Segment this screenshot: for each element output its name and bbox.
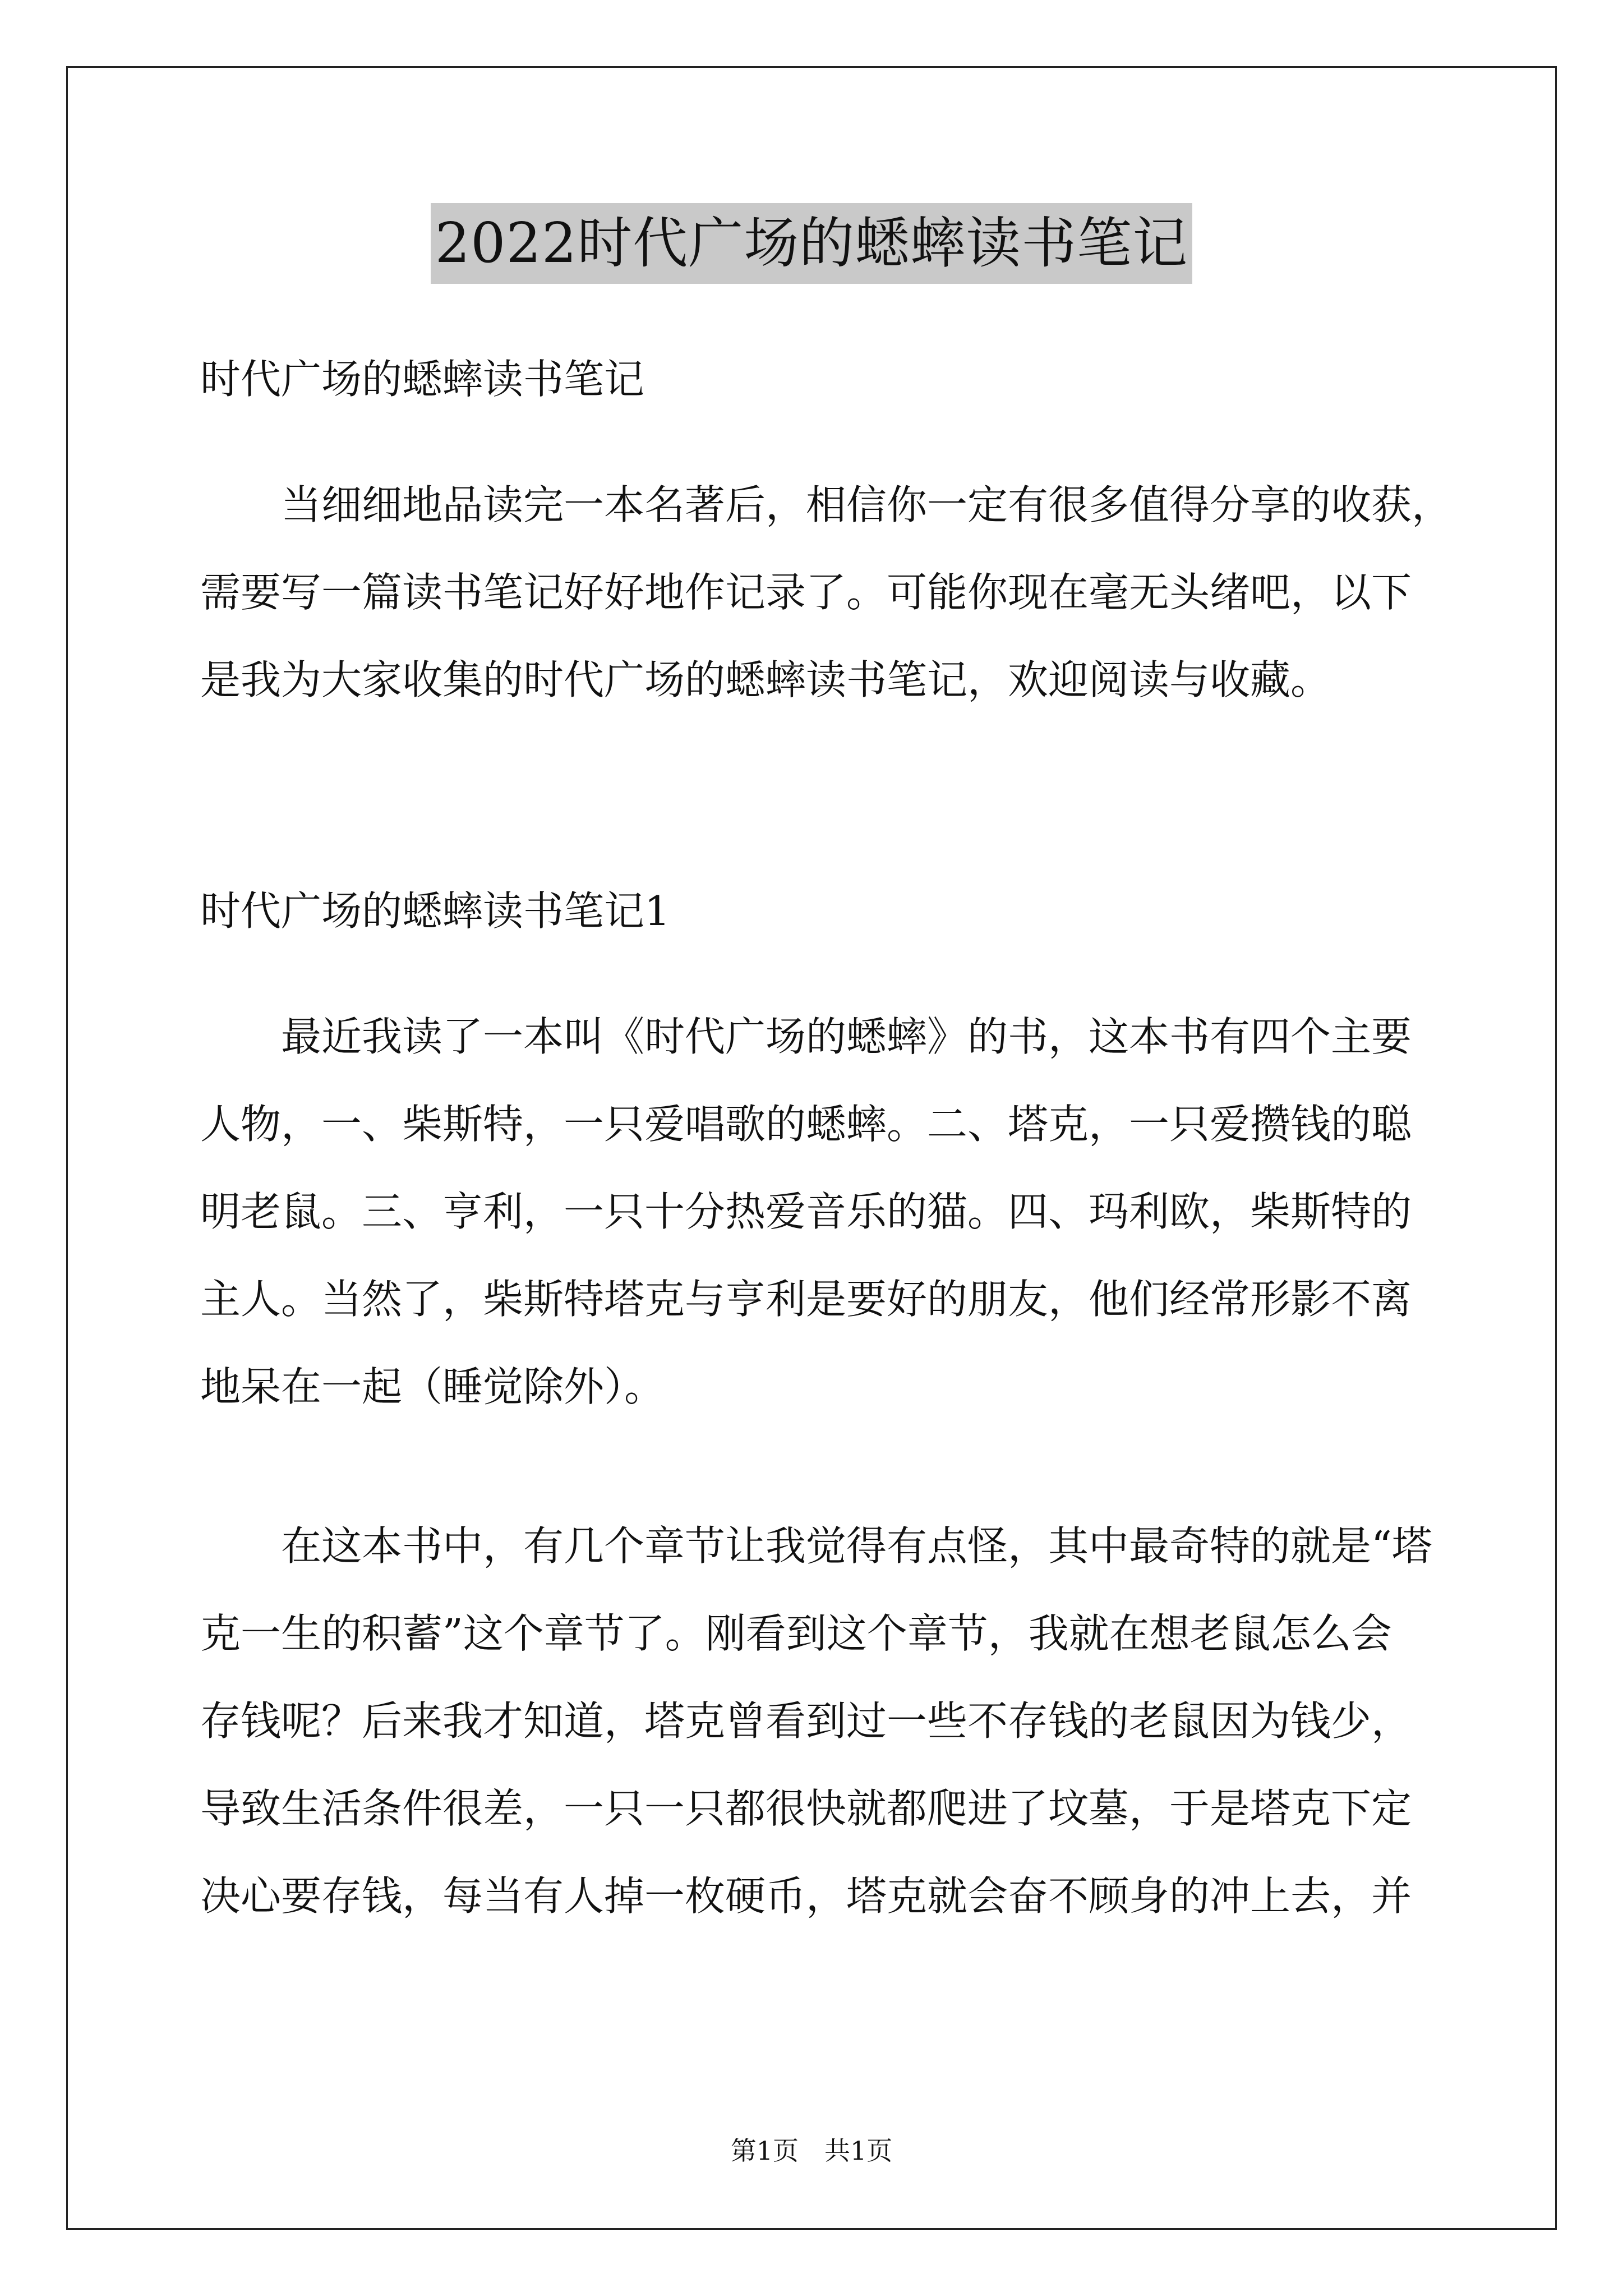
paragraph-line: 地呆在一起（睡觉除外）。 <box>200 1363 665 1410</box>
paragraph-line: 在这本书中，有几个章节让我觉得有点怪，其中最奇特的就是“塔 <box>200 1522 1432 1570</box>
paragraph-line: 最近我读了一本叫《时代广场的蟋蟀》的书，这本书有四个主要 <box>200 1013 1412 1060</box>
paragraph-line: 人物，一、柴斯特，一只爱唱歌的蟋蟀。二、塔克，一只爱攒钱的聪 <box>200 1101 1412 1148</box>
paragraph-line: 是我为大家收集的时代广场的蟋蟀读书笔记，欢迎阅读与收藏。 <box>200 656 1331 703</box>
paragraph-line: 导致生活条件很差，一只一只都很快就都爬进了坟墓，于是塔克下定 <box>200 1785 1412 1832</box>
paragraph-line: 明老鼠。三、亨利，一只十分热爱音乐的猫。四、玛利欧，柴斯特的 <box>200 1188 1412 1235</box>
paragraph-line: 需要写一篇读书笔记好好地作记录了。可能你现在毫无头绪吧，以下 <box>200 569 1412 616</box>
paragraph-line: 当细细地品读完一本名著后，相信你一定有很多值得分享的收获， <box>200 481 1453 528</box>
paragraph-line: 克一生的积蓄”这个章节了。刚看到这个章节，我就在想老鼠怎么会 <box>200 1610 1392 1657</box>
paragraph-line: 决心要存钱，每当有人掉一枚硬币，塔克就会奋不顾身的冲上去，并 <box>200 1872 1412 1920</box>
document-title: 2022时代广场的蟋蟀读书笔记 <box>431 203 1192 284</box>
paragraph-line: 存钱呢？后来我才知道，塔克曾看到过一些不存钱的老鼠因为钱少， <box>200 1697 1412 1745</box>
section-heading: 时代广场的蟋蟀读书笔记1 <box>200 887 670 935</box>
title-container <box>0 203 1623 284</box>
paragraph-line: 主人。当然了，柴斯特塔克与亨利是要好的朋友，他们经常形影不离 <box>200 1276 1412 1323</box>
subtitle-line: 时代广场的蟋蟀读书笔记 <box>200 356 645 403</box>
page-footer: 第1页 共1页 <box>730 2136 893 2166</box>
